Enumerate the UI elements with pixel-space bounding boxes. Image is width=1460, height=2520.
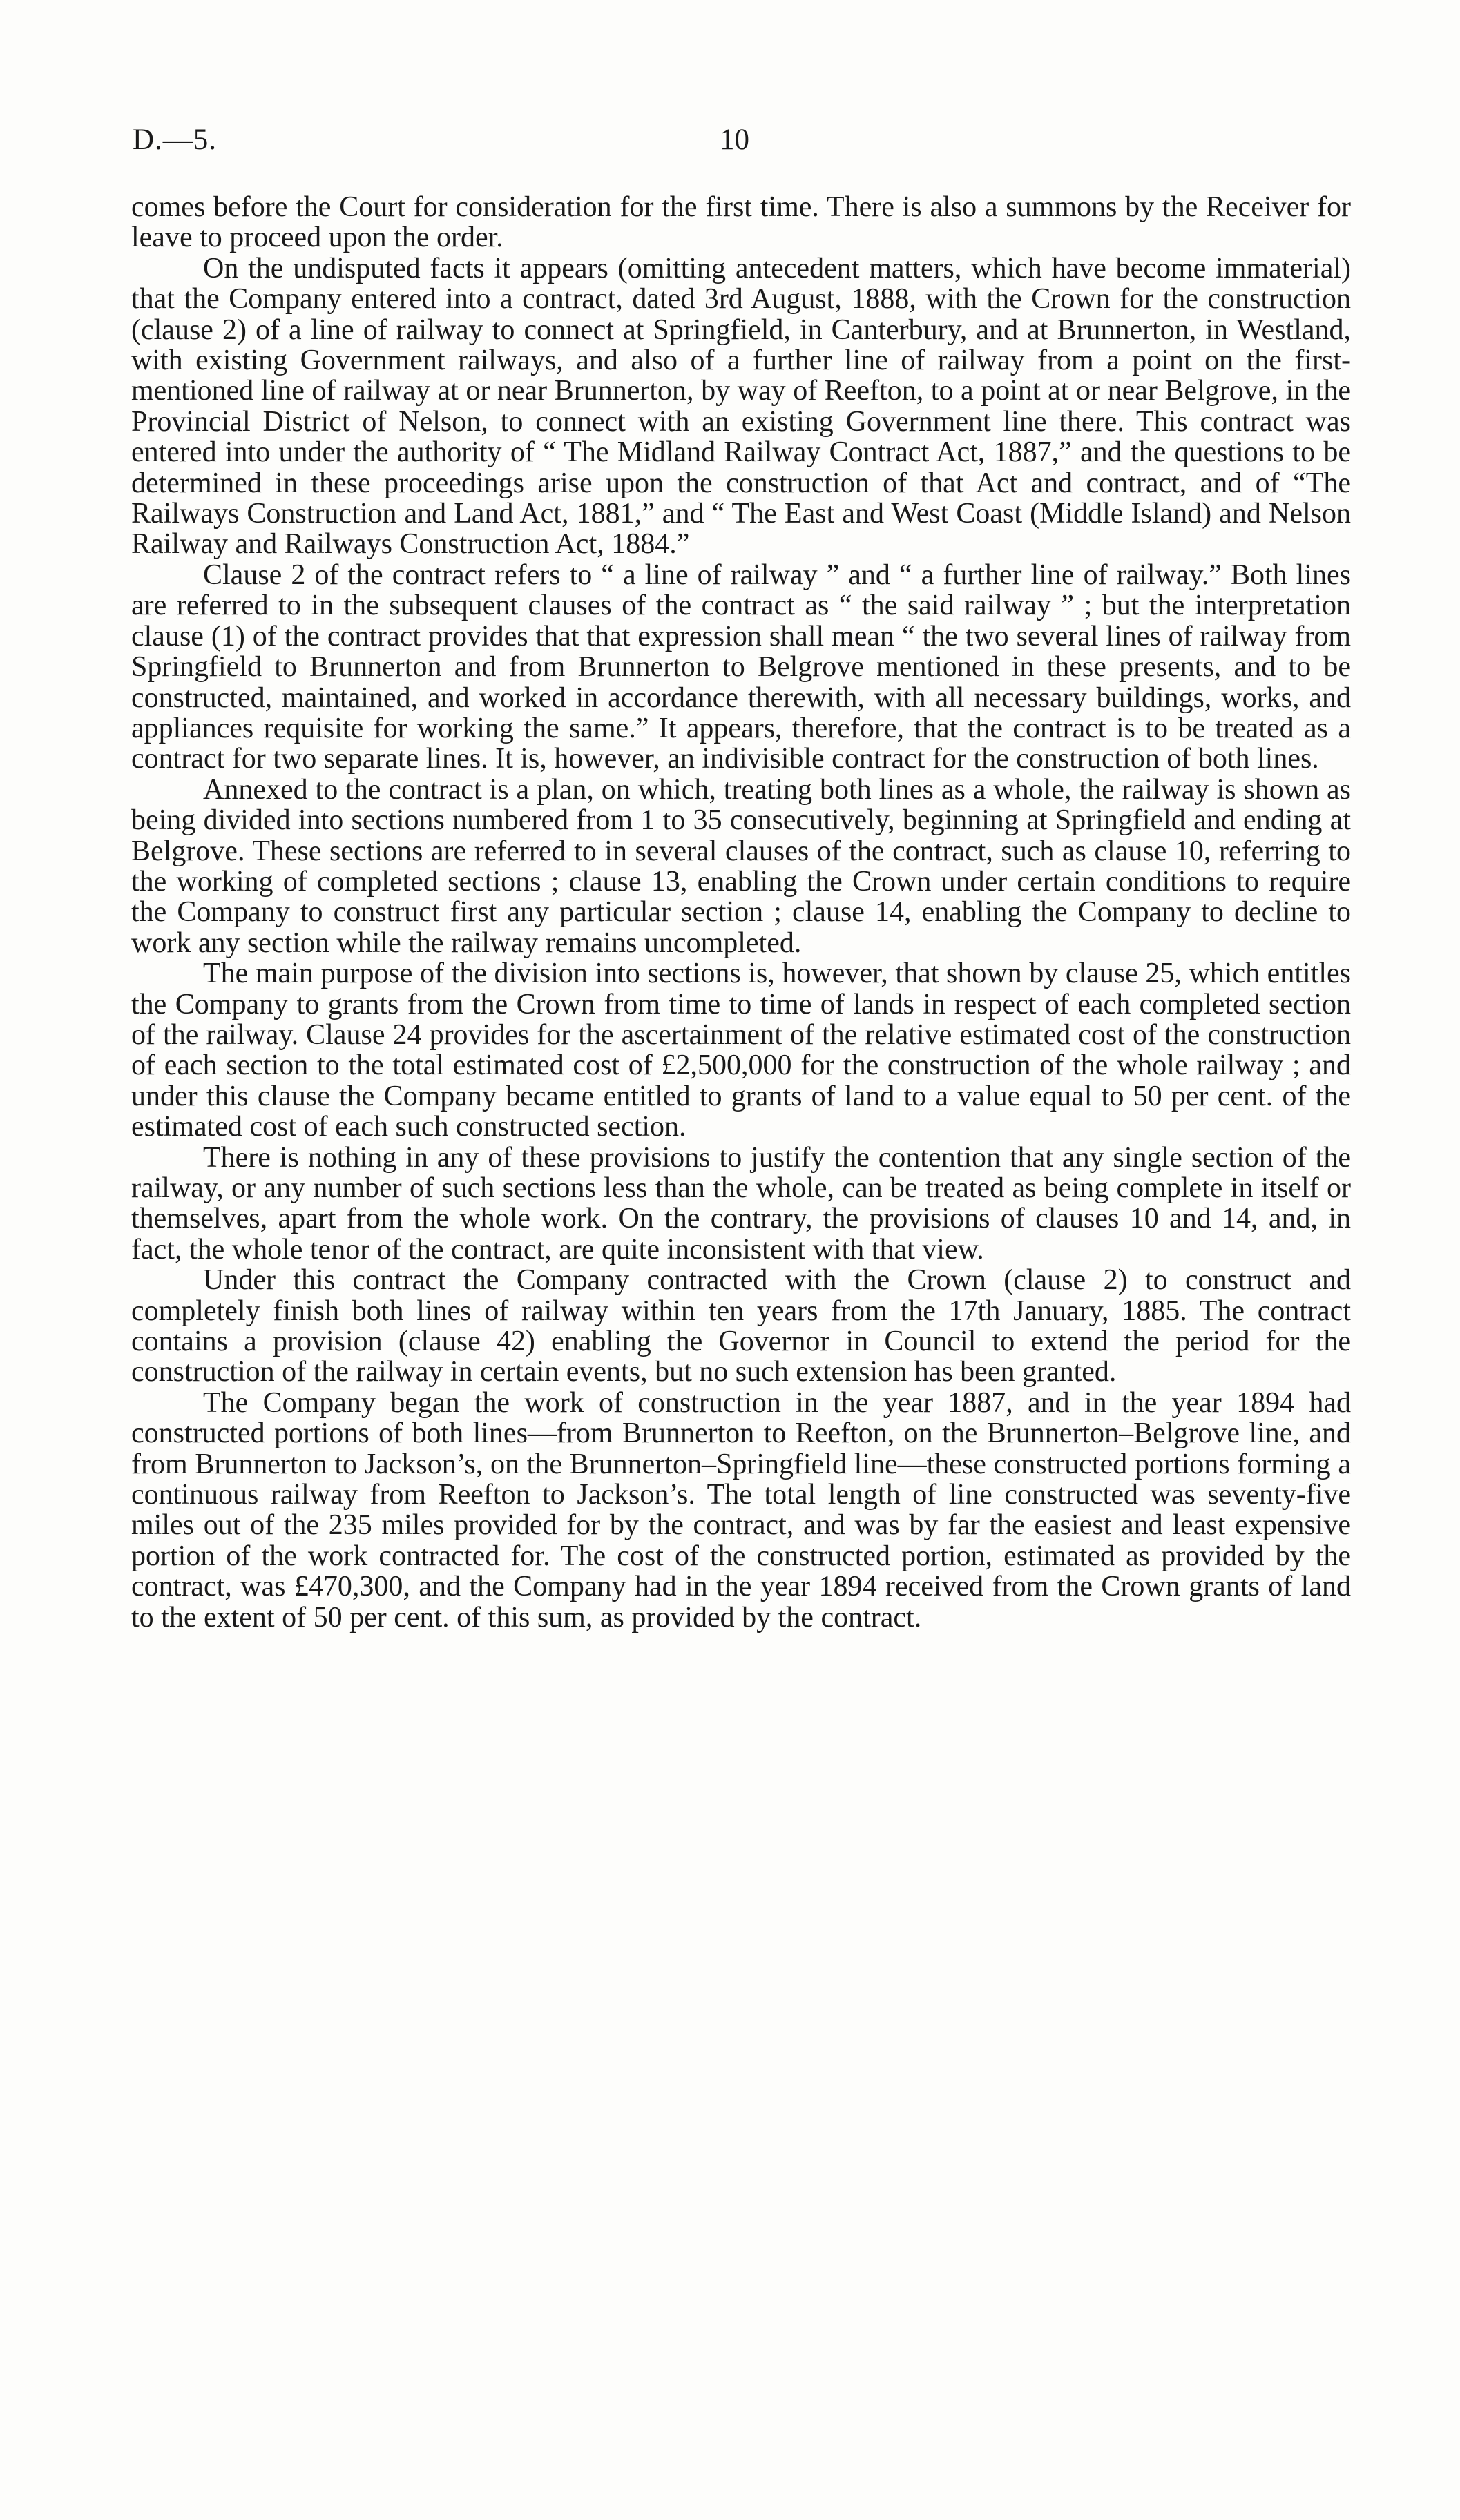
paragraph-2: On the undisputed facts it appears (omitting antecedent matters, which have become immaterial) that the Company entered into a contract, dated 3rd August, 1888, with the Crown for the construction (clause 2) of a line of railway to connect at Springfield, in Canterbury, and at Brunnerton, in Westland, with existing Government railways, and also of a further line of railway from a point on the first-mentioned line of railway at or near Brunnerton, by way of Reefton, to a point at or near Belgrove, in the Provincial District of Nelson, to connect with an existing Government line there. This contract was entered into under the authority of “ The Midland Railway Contract Act, 1887,” and the questions to be determined in these proceedings arise upon the construction of that Act and contract, and of “The Railways Construction and Land Act, 1881,” and “ The East and West Coast (Middle Island) and Nelson Railway and Railways Construction Act, 1884.” [131,252,1351,561]
paragraph-5: The main purpose of the division into sections is, however, that shown by clause 25, which entitles the Company to grants from the Crown from time to time of lands in respect of each completed section of the railway. Clause 24 provides for the ascertainment of the relative estimated cost of the construction of each section to the total estimated cost of £2,500,000 for the construction of the whole railway ; and under this clause the Company became entitled to grants of land to a value equal to 50 per cent. of the estimated cost of each such constructed section. [131,958,1351,1143]
document-reference: D.—5. [133,124,218,156]
paragraph-4: Annexed to the contract is a plan, on which, treating both lines as a whole, the railway is shown as being divided into sections numbered from 1 to 35 consecutively, beginning at Springfield and ending at Belgrove. These sections are referred to in several clauses of the contract, such as clause 10, referring to the working of completed sections ; clause 13, enabling the Crown under certain conditions to require the Company to construct first any particular section ; clause 14, enabling the Company to decline to work any section while the railway remains uncompleted. [131,773,1351,959]
body-text [131,192,1351,1633]
paragraph-8: The Company began the work of construction in the year 1887, and in the year 1894 had constructed portions of both lines—from Brunnerton to Reefton, on the Brunnerton–Belgrove line, and from Brunnerton to Jackson’s, on the Brunnerton–Springfield line—these constructed portions forming a continuous railway from Reefton to Jackson’s. The total length of line constructed was seventy-five miles out of the 235 miles provided for by the contract, and was by far the easiest and least expensive portion of the work contracted for. The cost of the constructed portion, estimated as provided by the contract, was £470,300, and the Company had in the year 1894 received from the Crown grants of land to the extent of 50 per cent. of this sum, as provided by the contract. [131,1386,1351,1634]
paragraph-3: Clause 2 of the contract refers to “ a line of railway ” and “ a further line of railway.” Both lines are referred to in the subsequent clauses of the contract as “ the said railway ” ; but the interpretation clause (1) of the contract provides that that expression shall mean “ the two several lines of railway from Springfield to Brunnerton and from Brunnerton to Belgrove mentioned in these presents, and to be constructed, maintained, and worked in accordance therewith, with all necessary buildings, works, and appliances requisite for working the same.” It appears, therefore, that the contract is to be treated as a contract for two separate lines. It is, however, an indivisible contract for the construction of both lines. [131,559,1351,775]
paragraph-6: There is nothing in any of these provisions to justify the contention that any single section of the railway, or any number of such sections less than the whole, can be treated as being complete in itself or themselves, apart from the whole work. On the contrary, the provisions of clauses 10 and 14, and, in fact, the whole tenor of the contract, are quite inconsistent with that view. [131,1141,1351,1266]
page-header [133,123,1348,162]
page-number: 10 [720,124,749,156]
paragraph-7: Under this contract the Company contracted with the Crown (clause 2) to construct and completely finish both lines of railway within ten years from the 17th January, 1885. The contract contains a provision (clause 42) enabling the Governor in Council to extend the period for the construction of the railway in certain events, but no such extension has been granted. [131,1264,1351,1388]
paragraph-1: comes before the Court for consideration for the first time. There is also a summons by the Receiver for leave to proceed upon the order. [131,191,1351,254]
